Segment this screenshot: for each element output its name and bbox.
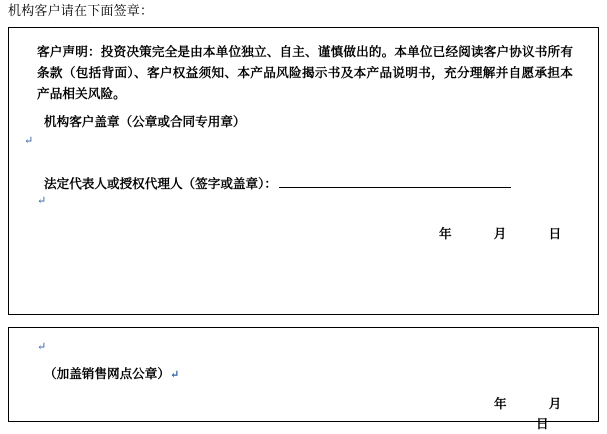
paragraph-mark-icon: ↵ — [169, 369, 180, 381]
branch-seal-label: （加盖销售网点公章） — [44, 367, 170, 381]
client-signature-box — [8, 27, 599, 315]
date-month-label: 月 — [493, 227, 507, 241]
date-month-label: 月 — [548, 397, 562, 411]
paragraph-mark-icon: ↵ — [24, 135, 34, 147]
legal-representative-label: 法定代表人或授权代理人（签字或盖章）： — [44, 177, 277, 191]
legal-representative-line — [44, 173, 513, 194]
declaration-label: 客户声明： — [37, 45, 101, 59]
client-declaration — [37, 42, 573, 105]
signature-underline[interactable] — [279, 173, 511, 188]
paragraph-mark-icon: ↵ — [37, 195, 47, 207]
date-day-label: 日 — [548, 227, 562, 241]
date-year-label: 年 — [494, 397, 507, 411]
branch-date-row — [494, 394, 598, 434]
paragraph-mark-icon: ↵ — [37, 341, 47, 353]
institution-seal-line: 机构客户盖章（公章或合同专用章） — [44, 115, 246, 129]
date-year-label: 年 — [439, 227, 452, 241]
declaration-text: 投资决策完全是由本单位独立、自主、谨慎做出的。本单位已经阅读客户协议书所有条款（包括背面）、客户权益须知、本产品风险揭示书及本产品说明书，充分理解并自愿承担本产品相关风险。 — [37, 45, 574, 101]
page-title: 机构客户请在下面签章： — [8, 3, 154, 18]
branch-seal-box — [8, 327, 599, 431]
branch-seal-line — [44, 364, 179, 384]
client-date-row — [439, 224, 561, 244]
date-day-label: 日 — [536, 417, 549, 431]
